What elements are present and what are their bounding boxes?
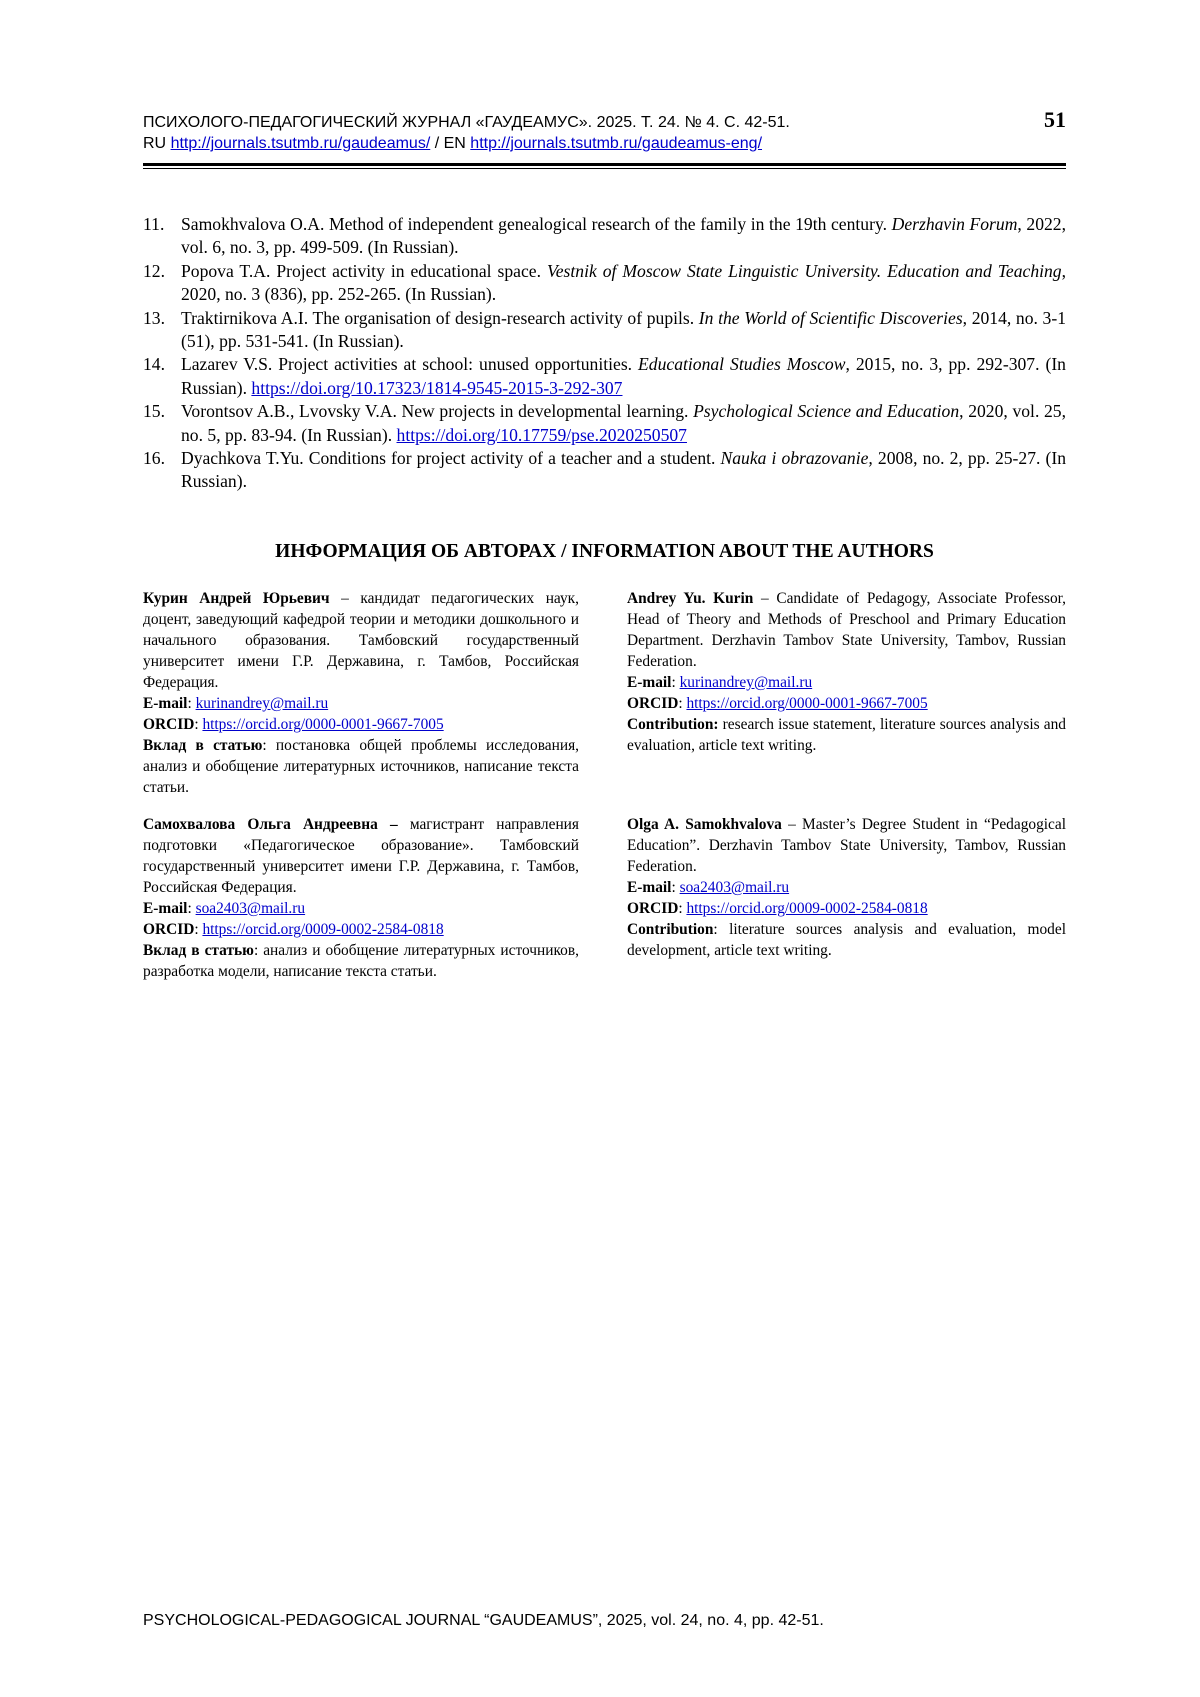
reference-text: Dyachkova T.Yu. Conditions for project activity of a teacher and a student. Nauka i obrazovanie, 2008, no. 2, pp. 25-27. (In Russian).: [181, 448, 1066, 492]
reference-number: 15.: [143, 401, 165, 422]
reference-item: [143, 213, 1066, 260]
reference-text: Traktirnikova A.I. The organisation of design-research activity of pupils. In the World of Scientific Discoveries, 2014, no. 3-1 (51), pp. 531-541. (In Russian).: [181, 307, 1066, 352]
journal-urls: [143, 133, 1066, 154]
author-samokhvalova-ru: Самохвалова Ольга Андреевна – магистрант направления подготовки «Педагогическое образование». Тамбовский государственный университет имени Г.Р. Державина, г. Тамбов, Российская Федерация. E-mail: soa2403@mail.ru ORCID: https://orcid.org/0009-0002-2584-0818 Вклад в статью: анализ и обобщение литературных источников, разработка модели, написание текста статьи.: [143, 816, 579, 980]
author-name: Курин Андрей Юрьевич: [143, 590, 330, 607]
contribution-text: : анализ и обобщение литературных источников, разработка модели, написание текста статьи.: [143, 942, 579, 980]
running-header: [143, 107, 1066, 154]
doi-link[interactable]: https://doi.org/10.17759/pse.2020250507: [396, 424, 687, 445]
author-name: Andrey Yu. Kurin: [627, 590, 754, 607]
running-footer: PSYCHOLOGICAL-PEDAGOGICAL JOURNAL “GAUDEAMUS”, 2025, vol. 24, no. 4, pp. 42-51.: [143, 1612, 824, 1629]
author-samokhvalova-en: Olga A. Samokhvalova – Master’s Degree Student in “Pedagogical Education”. Derzhavin Tambov State University, Tambov, Russian Federation. E-mail: soa2403@mail.ru ORCID: https://orcid.org/0009-0002-2584-0818 Contribution: literature sources analysis and evaluation, model development, article text writing.: [627, 816, 1066, 959]
section-title: ИНФОРМАЦИЯ ОБ АВТОРАХ / INFORMATION ABOUT THE AUTHORS: [275, 541, 934, 562]
author-desc: – Master’s Degree Student in “Pedagogical Education”. Derzhavin Tambov State University, Tambov, Russian Federation.: [627, 816, 1066, 875]
orcid-link[interactable]: https://orcid.org/0009-0002-2584-0818: [202, 921, 444, 938]
email-link[interactable]: kurinandrey@mail.ru: [195, 695, 329, 712]
ru-prefix: RU: [143, 135, 167, 152]
contribution-text: : literature sources analysis and evaluation, model development, article text writing.: [627, 921, 1066, 959]
orcid-link[interactable]: https://orcid.org/0000-0001-9667-7005: [202, 716, 444, 733]
reference-item: [143, 400, 1066, 447]
reference-number: 12.: [143, 260, 165, 281]
author-name: Olga A. Samokhvalova: [627, 816, 782, 833]
orcid-link[interactable]: https://orcid.org/0000-0001-9667-7005: [686, 695, 928, 712]
en-separator: / EN: [434, 135, 466, 152]
header-rule: [143, 163, 1066, 166]
email-link[interactable]: soa2403@mail.ru: [679, 879, 790, 896]
author-desc: магистрант направления подготовки «Педагогическое образование». Тамбовский государственный университет имени Г.Р. Державина, г. Тамбов, Российская Федерация.: [143, 816, 579, 896]
header-rule-thin: [143, 168, 1066, 169]
email-link[interactable]: soa2403@mail.ru: [195, 900, 306, 917]
reference-item: [143, 353, 1066, 400]
contribution-text: : постановка общей проблемы исследования, анализ и обобщение литературных источников, написание текста статьи.: [143, 737, 579, 796]
en-journal-link[interactable]: http://journals.tsutmb.ru/gaudeamus-eng/: [470, 135, 763, 152]
author-name: Самохвалова Ольга Андреевна –: [143, 816, 398, 833]
reference-text: Samokhvalova O.A. Method of independent genealogical research of the family in the 19th century. Derzhavin Forum, 2022, vol. 6, no. 3, pp. 499-509. (In Russian).: [181, 214, 1066, 258]
reference-item: [143, 307, 1066, 354]
reference-item: [143, 447, 1066, 494]
reference-number: 13.: [143, 307, 165, 328]
journal-citation: ПСИХОЛОГО-ПЕДАГОГИЧЕСКИЙ ЖУРНАЛ «ГАУДЕАМУС». 2025. Т. 24. № 4. С. 42-51.: [143, 114, 790, 131]
reference-number: 14.: [143, 354, 165, 375]
reference-text: Vorontsov A.B., Lvovsky V.A. New projects in developmental learning. Psychological Science and Education, 2020, vol. 25, no. 5, pp. 83-94. (In Russian). https://doi.org/10.17759/pse.2020250507: [181, 401, 1066, 445]
email-link[interactable]: kurinandrey@mail.ru: [679, 674, 813, 691]
orcid-link[interactable]: https://orcid.org/0009-0002-2584-0818: [686, 900, 928, 917]
page-number: 51: [1044, 107, 1066, 132]
author-desc: – кандидат педагогических наук, доцент, заведующий кафедрой теории и методики дошкольного и начального образования. Тамбовский государственный университет имени Г.Р. Державина, г. Тамбов, Российская Федерация.: [143, 590, 579, 691]
reference-text: Lazarev V.S. Project activities at school: unused opportunities. Educational Studies Moscow, 2015, no. 3, pp. 292-307. (In Russian). https://doi.org/10.17323/1814-9545-2015-3-292-307: [181, 354, 1066, 398]
author-kurin-ru: Курин Андрей Юрьевич – кандидат педагогических наук, доцент, заведующий кафедрой теории и методики дошкольного и начального образования. Тамбовский государственный университет имени Г.Р. Державина, г. Тамбов, Российская Федерация. E-mail: kurinandrey@mail.ru ORCID: https://orcid.org/0000-0001-9667-7005 Вклад в статью: постановка общей проблемы исследования, анализ и обобщение литературных источников, написание текста статьи.: [143, 590, 579, 796]
ru-journal-link[interactable]: http://journals.tsutmb.ru/gaudeamus/: [170, 135, 431, 152]
reference-item: [143, 260, 1066, 307]
author-desc: – Candidate of Pedagogy, Associate Professor, Head of Theory and Methods of Preschool and Primary Education Department. Derzhavin Tambov State University, Tambov, Russian Federation.: [627, 590, 1066, 670]
reference-list: [143, 213, 1066, 494]
author-kurin-en: Andrey Yu. Kurin – Candidate of Pedagogy, Associate Professor, Head of Theory and Methods of Preschool and Primary Education Department. Derzhavin Tambov State University, Tambov, Russian Federation. E-mail: kurinandrey@mail.ru ORCID: https://orcid.org/0000-0001-9667-7005 Contribution: research issue statement, literature sources analysis and evaluation, article text writing.: [627, 590, 1066, 754]
doi-link[interactable]: https://doi.org/10.17323/1814-9545-2015-3-292-307: [251, 377, 623, 398]
reference-text: Popova T.A. Project activity in educational space. Vestnik of Moscow State Linguistic University. Education and Teaching, 2020, no. 3 (836), pp. 252-265. (In Russian).: [181, 260, 1067, 305]
reference-number: 16.: [143, 448, 165, 469]
reference-number: 11.: [143, 214, 165, 234]
contribution-text: research issue statement, literature sources analysis and evaluation, article text writing.: [627, 716, 1066, 754]
